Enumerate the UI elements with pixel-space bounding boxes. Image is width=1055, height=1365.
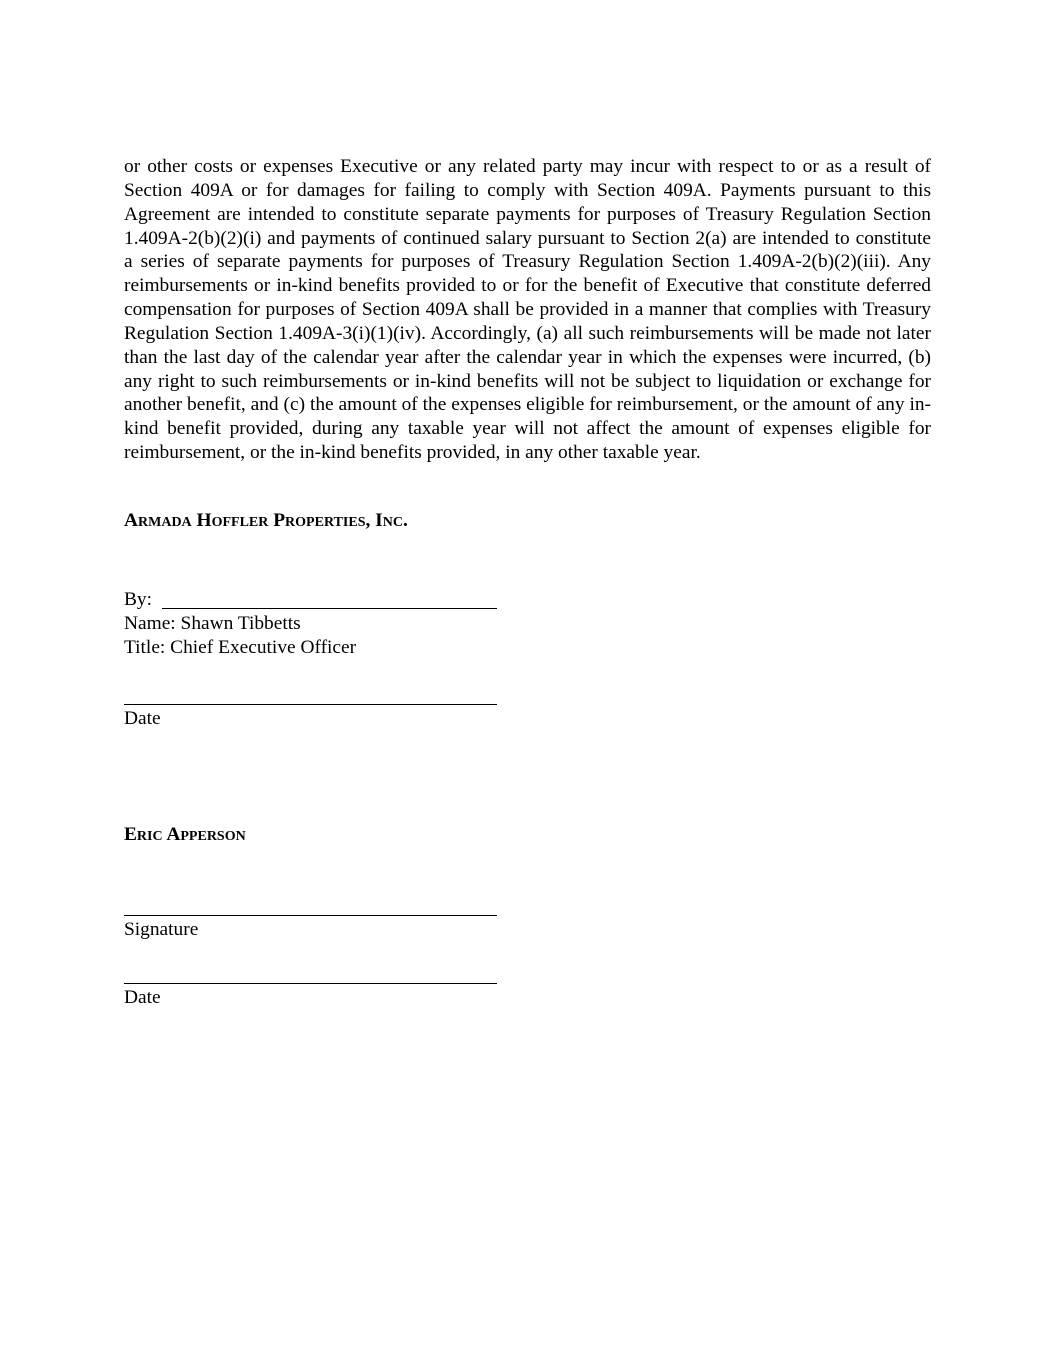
company-date-line xyxy=(124,704,497,705)
agreement-paragraph: or other costs or expenses Executive or any related party may incur with respect to or as a result of Section 409A or for damages for failing to comply with Section 409A. Payments pursuant to this Agreement are intended to constitute separate payments for purposes of Treasury Regulation Section 1.409A-2(b)(2)(i) and payments of continued salary pursuant to Section 2(a) are intended to constitute a series of separate payments for purposes of Treasury Regulation Section 1.409A-2(b)(2)(iii). Any reimbursements or in-kind benefits provided to or for the benefit of Executive that constitute deferred compensation for purposes of Section 409A shall be provided in a manner that complies with Treasury Regulation Section 1.409A-3(i)(1)(iv). Accordingly, (a) all such reimbursements will be made not later than the last day of the calendar year after the calendar year in which the expenses were incurred, (b) any right to such reimbursements or in-kind benefits will not be subject to liquidation or exchange for another benefit, and (c) the amount of the expenses eligible for reimbursement, or the amount of any in-kind benefit provided, during any taxable year will not affect the amount of expenses eligible for reimbursement, or the in-kind benefits provided, in any other taxable year. xyxy=(124,156,931,464)
signer-name: Name: Shawn Tibbetts xyxy=(124,613,301,634)
company-signature-line xyxy=(162,608,497,609)
company-heading: Armada Hoffler Properties, Inc. xyxy=(124,510,408,531)
signer-title: Title: Chief Executive Officer xyxy=(124,637,357,658)
executive-date-line xyxy=(124,983,497,984)
company-date-label: Date xyxy=(124,708,161,729)
signature-label: Signature xyxy=(124,919,199,940)
executive-signature-line xyxy=(124,915,497,916)
executive-heading: Eric Apperson xyxy=(124,824,246,845)
by-label: By: xyxy=(124,589,153,610)
executive-date-label: Date xyxy=(124,987,161,1008)
